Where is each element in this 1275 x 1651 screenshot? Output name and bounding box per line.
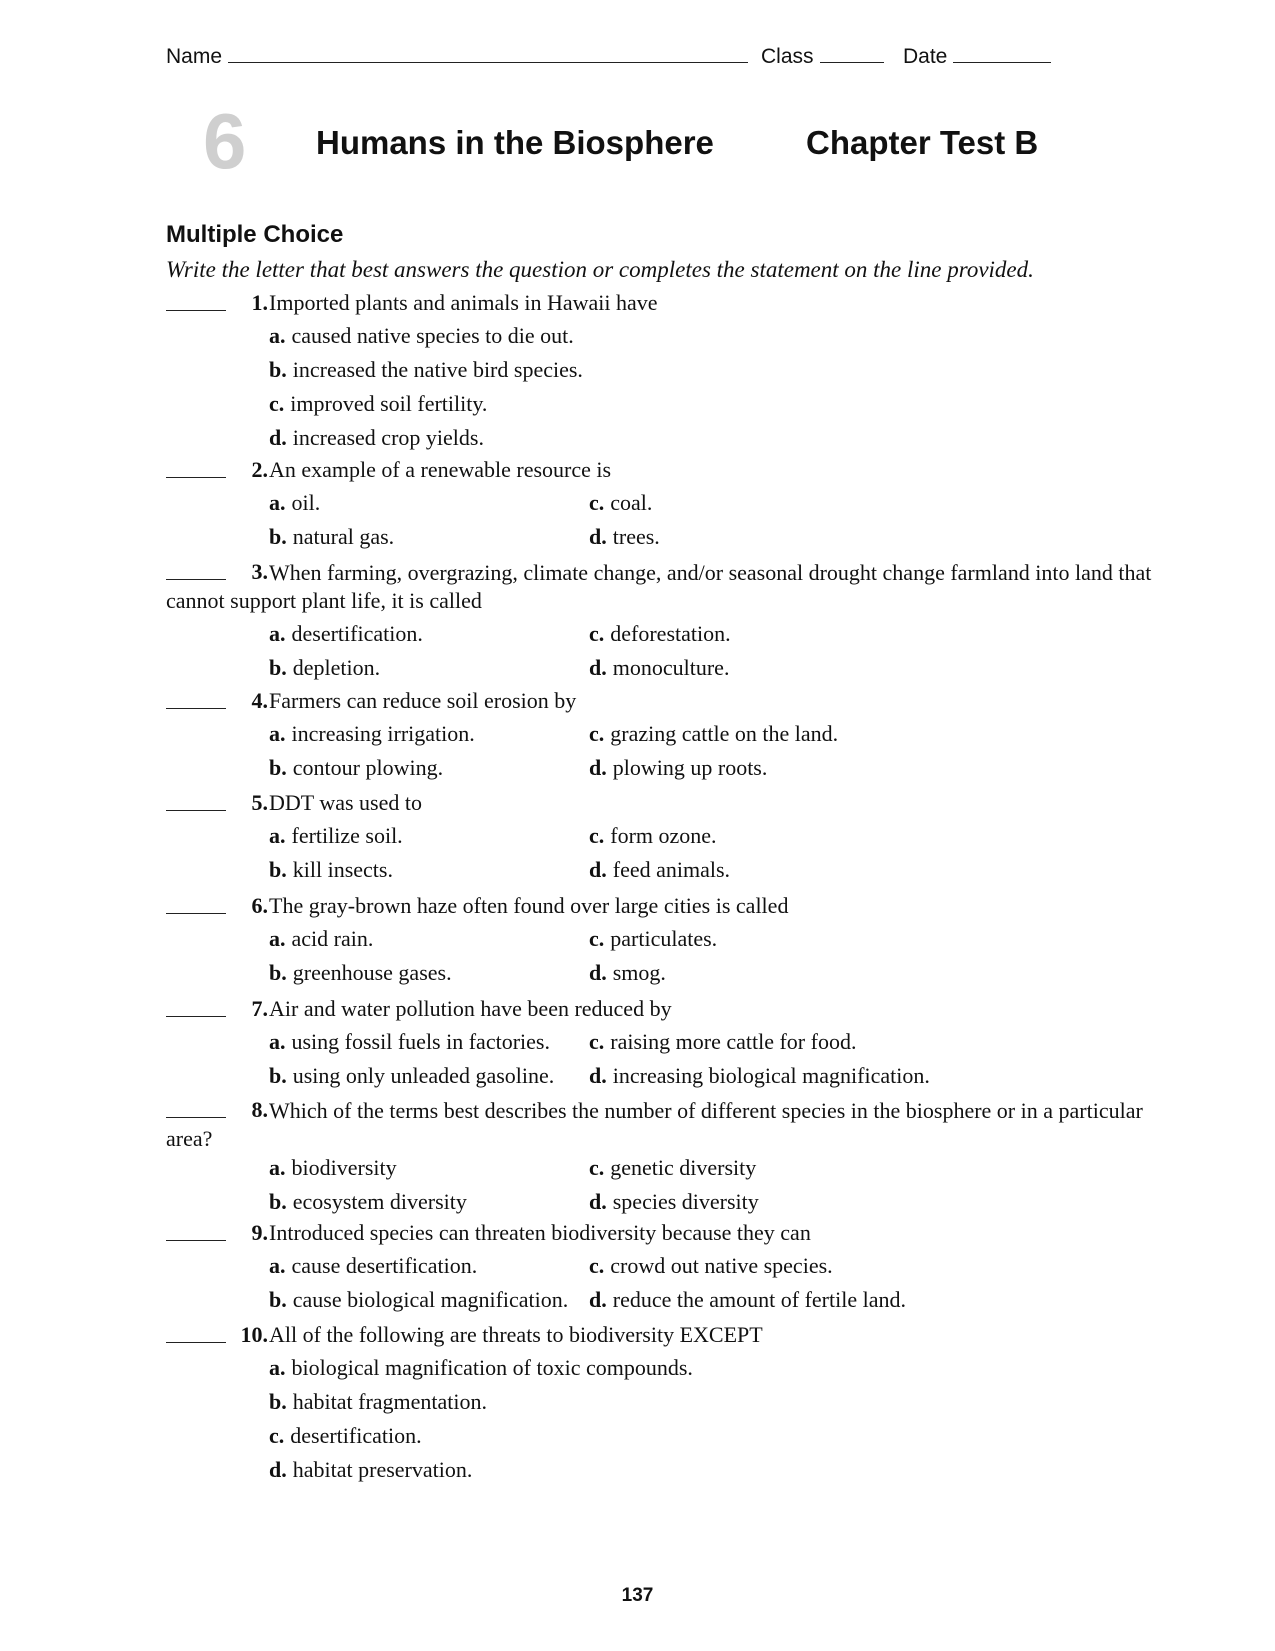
question-text: Which of the terms best describes the number of different species in the biosphere or in a particular area? [166, 1098, 1143, 1151]
answer-blank[interactable] [166, 1342, 226, 1343]
option-letter: d. [589, 1189, 607, 1214]
option-letter: c. [269, 1423, 285, 1448]
option-text: genetic diversity [610, 1155, 757, 1180]
option-text: increasing irrigation. [291, 721, 475, 746]
answer-option-d [589, 1189, 759, 1215]
option-letter: b. [269, 655, 287, 680]
instructions: Write the letter that best answers the question or completes the statement on the line provided. [166, 257, 1034, 282]
question-text: An example of a renewable resource is [269, 457, 612, 482]
question-text: The gray-brown haze often found over large cities is called [269, 893, 789, 918]
option-text: coal. [610, 490, 653, 515]
option-letter: b. [269, 1189, 287, 1214]
option-text: oil. [291, 490, 321, 515]
answer-option-d [589, 755, 767, 781]
question-3 [166, 559, 1166, 680]
option-letter: d. [589, 755, 607, 780]
option-letter: d. [589, 1063, 607, 1088]
answer-blank[interactable] [166, 579, 226, 580]
answer-option-a [269, 1253, 477, 1279]
option-text: monoculture. [612, 655, 730, 680]
answer-option-b [269, 1189, 467, 1215]
option-letter: b. [269, 960, 287, 985]
option-text: raising more cattle for food. [610, 1029, 857, 1054]
question-stem [166, 457, 1166, 485]
class-field [761, 42, 884, 69]
answer-option-a [269, 823, 403, 849]
answer-blank[interactable] [166, 1016, 226, 1017]
option-letter: b. [269, 755, 287, 780]
option-text: cause biological magnification. [292, 1287, 569, 1312]
chapter-number: 6 [203, 97, 247, 185]
option-letter: c. [589, 1029, 605, 1054]
option-text: greenhouse gases. [292, 960, 452, 985]
option-text: grazing cattle on the land. [610, 721, 839, 746]
question-stem [166, 1220, 1166, 1248]
question-2 [166, 457, 1166, 549]
date-field [903, 42, 1051, 69]
question-stem [166, 1322, 1166, 1350]
question-number: 2. [251, 457, 268, 482]
answer-option-d [589, 1063, 930, 1089]
question-7 [166, 996, 1166, 1088]
option-text: crowd out native species. [610, 1253, 833, 1278]
question-stem [166, 790, 1166, 818]
answer-option-b [269, 755, 443, 781]
option-text: increasing biological magnification. [612, 1063, 930, 1088]
question-stem [166, 996, 1166, 1024]
option-text: cause desertification. [291, 1253, 478, 1278]
option-text: natural gas. [292, 524, 395, 549]
option-letter: c. [589, 621, 605, 646]
option-letter: d. [589, 655, 607, 680]
name-field [166, 42, 748, 69]
question-number: 5. [251, 790, 268, 815]
answer-blank[interactable] [166, 1240, 226, 1241]
option-text: habitat preservation. [292, 1457, 473, 1482]
section-title: Multiple Choice [166, 221, 344, 248]
option-text: particulates. [610, 926, 718, 951]
question-number: 9. [251, 1220, 268, 1245]
option-text: reduce the amount of fertile land. [612, 1287, 906, 1312]
answer-option-b [269, 655, 380, 681]
question-number: 7. [251, 996, 268, 1021]
option-text: species diversity [612, 1189, 759, 1214]
option-text: improved soil fertility. [290, 391, 488, 416]
answer-blank[interactable] [166, 310, 226, 311]
option-letter: d. [589, 1287, 607, 1312]
option-text: biodiversity [291, 1155, 397, 1180]
answer-option-b [269, 1063, 554, 1089]
option-letter: a. [269, 1355, 286, 1380]
answer-option-d [589, 960, 666, 986]
option-letter: d. [589, 960, 607, 985]
question-text: Imported plants and animals in Hawaii have [269, 290, 658, 315]
answer-option-b [269, 960, 452, 986]
option-letter: c. [589, 926, 605, 951]
option-text: feed animals. [612, 857, 731, 882]
option-text: kill insects. [292, 857, 393, 882]
question-text: When farming, overgrazing, climate change, and/or seasonal drought change farmland into land that cannot support plant life, it is called [166, 560, 1152, 613]
question-text: Air and water pollution have been reduced by [269, 996, 672, 1021]
question-text: DDT was used to [269, 790, 422, 815]
answer-blank[interactable] [166, 708, 226, 709]
option-letter: b. [269, 524, 287, 549]
option-letter: a. [269, 721, 286, 746]
answer-option-c [589, 1029, 856, 1055]
question-number: 6. [251, 893, 268, 918]
answer-blank[interactable] [166, 810, 226, 811]
option-letter: a. [269, 823, 286, 848]
answer-option-a [269, 323, 574, 349]
answer-blank[interactable] [166, 913, 226, 914]
answer-option-c [589, 721, 838, 747]
answer-option-c [589, 490, 652, 516]
answer-option-c [269, 391, 487, 417]
option-letter: d. [269, 1457, 287, 1482]
option-letter: c. [269, 391, 285, 416]
question-5 [166, 790, 1166, 882]
option-text: contour plowing. [292, 755, 444, 780]
answer-option-d [589, 655, 729, 681]
option-letter: a. [269, 926, 286, 951]
question-stem [166, 1097, 1166, 1153]
option-letter: d. [589, 857, 607, 882]
option-text: desertification. [291, 621, 423, 646]
answer-option-c [589, 1155, 756, 1181]
option-letter: a. [269, 1155, 286, 1180]
chapter-title: Humans in the Biosphere [316, 124, 714, 161]
option-text: ecosystem diversity [292, 1189, 467, 1214]
class-label: Class [761, 45, 814, 68]
answer-blank[interactable] [166, 477, 226, 478]
option-letter: c. [589, 1253, 605, 1278]
class-line[interactable] [820, 42, 884, 63]
option-text: plowing up roots. [612, 755, 768, 780]
answer-option-c [589, 1253, 833, 1279]
option-text: using only unleaded gasoline. [292, 1063, 555, 1088]
answer-option-d [589, 857, 730, 883]
option-letter: d. [269, 425, 287, 450]
answer-option-c [589, 621, 731, 647]
question-10 [166, 1322, 1166, 1482]
option-text: caused native species to die out. [291, 323, 574, 348]
option-letter: d. [589, 524, 607, 549]
question-text: All of the following are threats to biodiversity EXCEPT [269, 1322, 763, 1347]
question-stem [166, 688, 1166, 716]
page-number: 137 [621, 1585, 654, 1606]
answer-option-d [589, 1287, 906, 1313]
name-line[interactable] [228, 42, 748, 63]
option-text: increased crop yields. [292, 425, 484, 450]
answer-option-d [269, 425, 484, 451]
option-letter: a. [269, 323, 286, 348]
question-8 [166, 1097, 1166, 1214]
date-line[interactable] [953, 42, 1051, 63]
option-letter: b. [269, 1287, 287, 1312]
answer-blank[interactable] [166, 1117, 226, 1118]
option-text: habitat fragmentation. [292, 1389, 488, 1414]
answer-option-c [589, 823, 717, 849]
answer-option-a [269, 926, 373, 952]
option-letter: b. [269, 1063, 287, 1088]
answer-option-d [269, 1457, 472, 1483]
answer-option-a [269, 1029, 550, 1055]
question-text: Farmers can reduce soil erosion by [269, 688, 577, 713]
option-letter: c. [589, 823, 605, 848]
option-letter: b. [269, 1389, 287, 1414]
answer-option-a [269, 490, 320, 516]
option-text: increased the native bird species. [292, 357, 583, 382]
answer-option-b [269, 1287, 568, 1313]
option-letter: a. [269, 490, 286, 515]
answer-option-a [269, 721, 475, 747]
option-text: deforestation. [610, 621, 731, 646]
question-stem [166, 559, 1166, 615]
option-text: using fossil fuels in factories. [291, 1029, 550, 1054]
option-letter: b. [269, 857, 287, 882]
answer-option-d [589, 524, 660, 550]
question-number: 4. [251, 688, 268, 713]
option-text: acid rain. [291, 926, 374, 951]
option-letter: a. [269, 1029, 286, 1054]
option-text: depletion. [292, 655, 381, 680]
option-text: trees. [612, 524, 660, 549]
test-title: Chapter Test B [806, 124, 1039, 161]
answer-option-b [269, 857, 393, 883]
answer-option-b [269, 524, 394, 550]
option-text: fertilize soil. [291, 823, 403, 848]
date-label: Date [903, 45, 948, 68]
answer-option-b [269, 1389, 487, 1415]
answer-option-a [269, 1155, 397, 1181]
question-1 [166, 290, 1166, 450]
option-text: smog. [612, 960, 666, 985]
question-stem [166, 893, 1166, 921]
question-9 [166, 1220, 1166, 1312]
question-number: 8. [251, 1097, 268, 1122]
answer-option-a [269, 1355, 693, 1381]
question-number: 10. [240, 1322, 268, 1347]
option-letter: c. [589, 1155, 605, 1180]
option-letter: b. [269, 357, 287, 382]
answer-option-a [269, 621, 423, 647]
option-letter: a. [269, 621, 286, 646]
student-info-header [166, 42, 1066, 72]
option-letter: c. [589, 721, 605, 746]
question-stem [166, 290, 1166, 318]
option-text: biological magnification of toxic compounds. [291, 1355, 693, 1380]
answer-option-c [589, 926, 717, 952]
option-text: desertification. [290, 1423, 422, 1448]
question-4 [166, 688, 1166, 780]
question-6 [166, 893, 1166, 985]
answer-option-c [269, 1423, 422, 1449]
option-letter: c. [589, 490, 605, 515]
question-number: 3. [251, 559, 268, 584]
question-text: Introduced species can threaten biodiversity because they can [269, 1220, 811, 1245]
option-letter: a. [269, 1253, 286, 1278]
name-label: Name [166, 45, 223, 68]
answer-option-b [269, 357, 583, 383]
question-number: 1. [251, 290, 268, 315]
option-text: form ozone. [610, 823, 717, 848]
